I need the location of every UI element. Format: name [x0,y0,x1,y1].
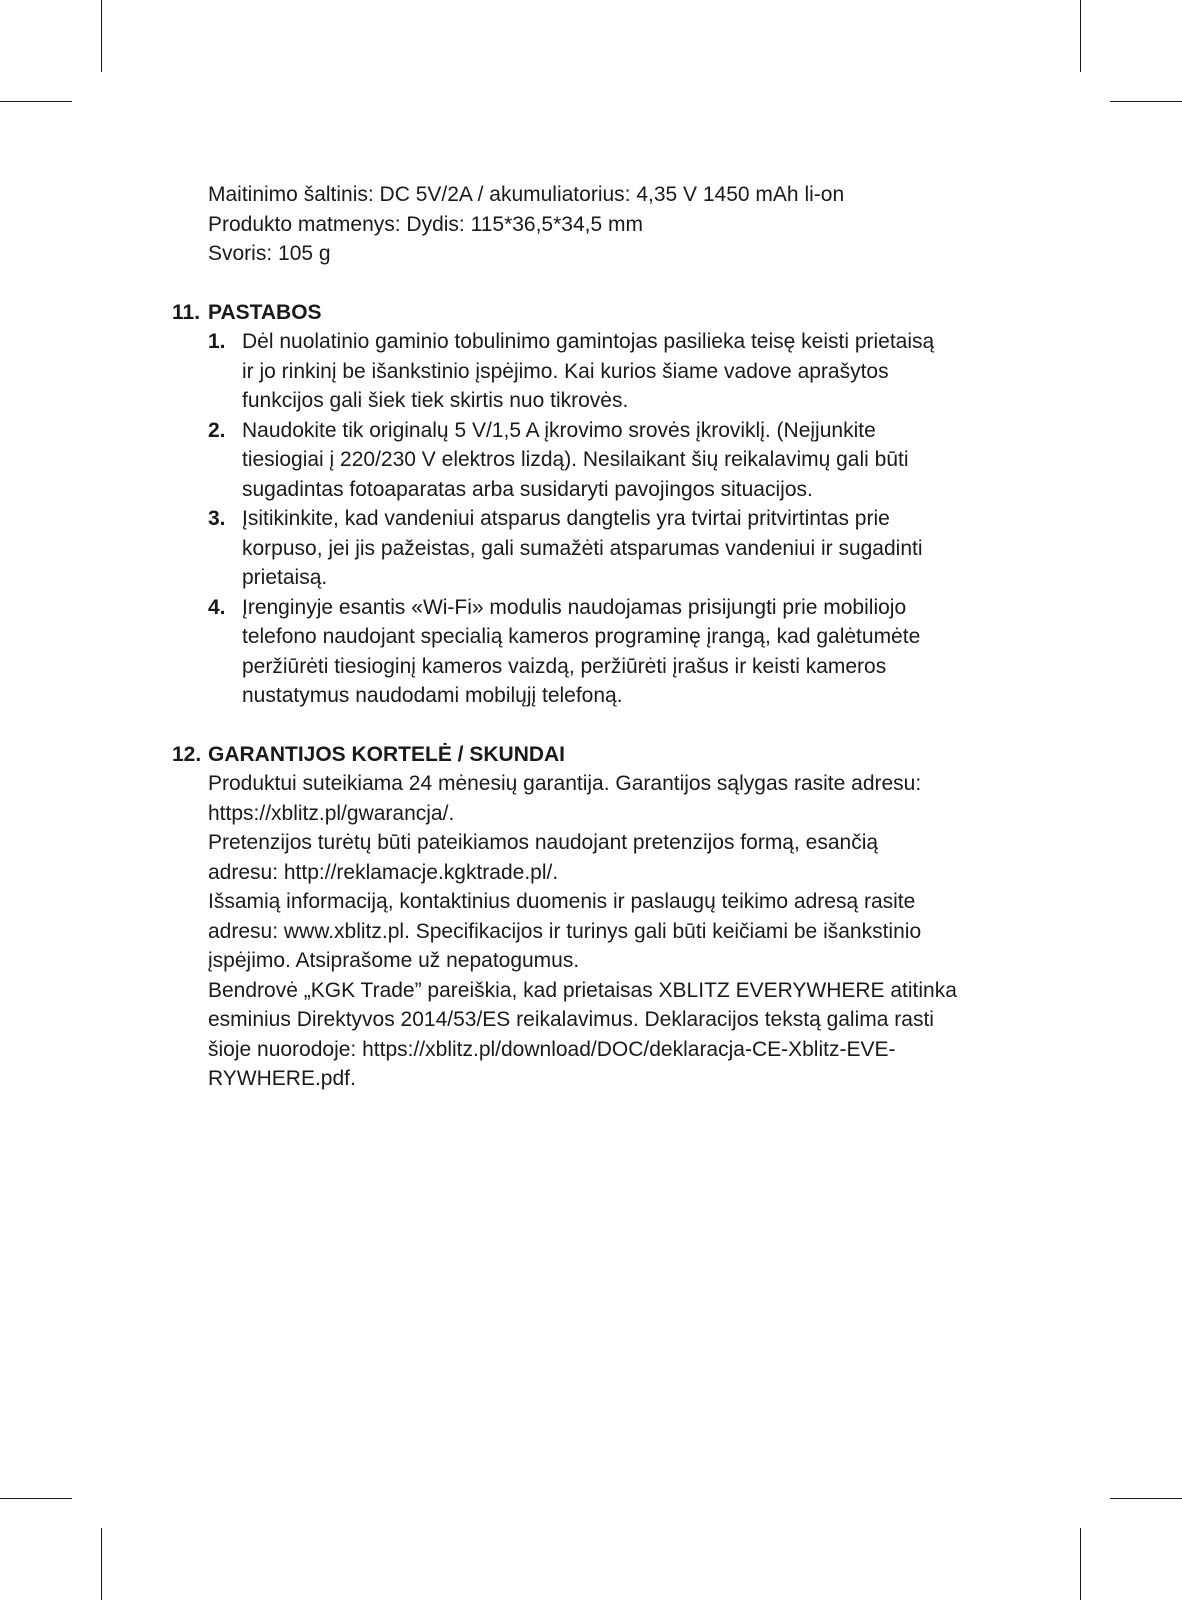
list-item-text [242,593,920,711]
section-number: 11. [172,300,201,324]
section-heading [172,740,1002,770]
text-line: Pretenzijos turėtų būti pateikiamos naudojant pretenzijos formą, esančią [208,831,879,854]
list-item [208,416,1002,505]
page-content [172,180,1002,1094]
notes-list [172,327,1002,711]
section-heading [172,298,1002,328]
crop-mark-bottom-left-horizontal [0,1498,72,1499]
crop-mark-bottom-left-vertical [101,1528,102,1600]
crop-mark-bottom-right-horizontal [1110,1498,1182,1499]
section-warranty [172,740,1002,1094]
crop-mark-top-right-vertical [1080,0,1081,72]
list-item-text [242,416,909,505]
spec-dimensions: Produkto matmenys: Dydis: 115*36,5*34,5 mm [208,212,643,236]
text-line: šioje nuorodoje: https://xblitz.pl/download/DOC/deklaracja-CE-Xblitz-EVE- [208,1037,896,1061]
text-line: įspėjimo. Atsiprašome už nepatogumus. [208,949,580,972]
list-item-text [242,504,923,593]
text-line: Produktui suteikiama 24 mėnesių garantija. Garantijos sąlygas rasite adresu: [208,772,922,795]
crop-mark-bottom-right-vertical [1080,1528,1081,1600]
text-line: tiesiogiai į 220/230 V elektros lizdą). Nesilaikant šių reikalavimų gali būti [242,448,909,471]
text-line: Naudokite tik originalų 5 V/1,5 A įkrovimo srovės įkroviklį. (Neįjunkite [242,418,876,442]
section-title: PASTABOS [208,300,322,324]
crop-mark-top-left-vertical [101,0,102,72]
text-line: prietaisą. [242,566,328,589]
text-line: peržiūrėti tiesioginį kameros vaizdą, peržiūrėti įrašus ir keisti kameros [242,654,887,678]
text-line: telefono naudojant specialią kameros programinę įrangą, kad galėtumėte [242,625,921,648]
text-line: https://xblitz.pl/gwarancja/. [208,801,455,825]
section-title: GARANTIJOS KORTELĖ / SKUNDAI [208,742,566,766]
text-line: Dėl nuolatinio gaminio tobulinimo gamintojas pasilieka teisę keisti prietaisą [242,330,935,353]
text-line: adresu: www.xblitz.pl. Specifikacijos ir turinys gali būti keičiami be išankstinio [208,919,922,943]
text-line: funkcijos gali šiek tiek skirtis nuo tikrovės. [242,389,629,412]
text-line: ir jo rinkinį be išankstinio įspėjimo. Kai kurios šiame vadove aprašytos [242,359,889,383]
crop-mark-top-left-horizontal [0,101,72,102]
list-item-text [242,327,934,416]
list-item [208,327,1002,416]
list-item-number: 3. [208,507,226,530]
section-notes [172,298,1002,711]
spec-weight: Svoris: 105 g [208,242,331,265]
list-item-number: 2. [208,418,226,442]
list-item [208,504,1002,593]
spec-power-supply: Maitinimo šaltinis: DC 5V/2A / akumuliatorius: 4,35 V 1450 mAh li-on [208,183,845,206]
text-line: sugadintas fotoaparatas arba susidaryti pavojingos situacijos. [242,477,813,501]
text-line: Išsamią informaciją, kontaktinius duomenis ir paslaugų teikimo adresą rasite [208,890,916,913]
text-line: Įrenginyje esantis «Wi-Fi» modulis naudojamas prisijungti prie mobiliojo [242,595,907,619]
text-line: korpuso, jei jis pažeistas, gali sumažėti atsparumas vandeniui ir sugadinti [242,536,923,560]
list-item-number: 1. [208,330,226,353]
section-number: 12. [172,742,202,766]
text-line: RYWHERE.pdf. [208,1067,356,1090]
list-item-number: 4. [208,595,226,619]
text-line: adresu: http://reklamacje.kgktrade.pl/. [208,860,559,884]
text-line: esminius Direktyvos 2014/53/ES reikalavimus. Deklaracijos tekstą galima rasti [208,1008,934,1031]
text-line: nustatymus naudodami mobilųjį telefoną. [242,684,623,707]
specs-block [172,180,1002,269]
crop-mark-top-right-horizontal [1110,101,1182,102]
list-item [208,593,1002,711]
text-line: Bendrovė „KGK Trade” pareiškia, kad prietaisas XBLITZ EVERYWHERE atitinka [208,978,957,1002]
text-line: Įsitikinkite, kad vandeniui atsparus dangtelis yra tvirtai pritvirtintas prie [242,507,890,530]
warranty-text [172,769,1002,1094]
